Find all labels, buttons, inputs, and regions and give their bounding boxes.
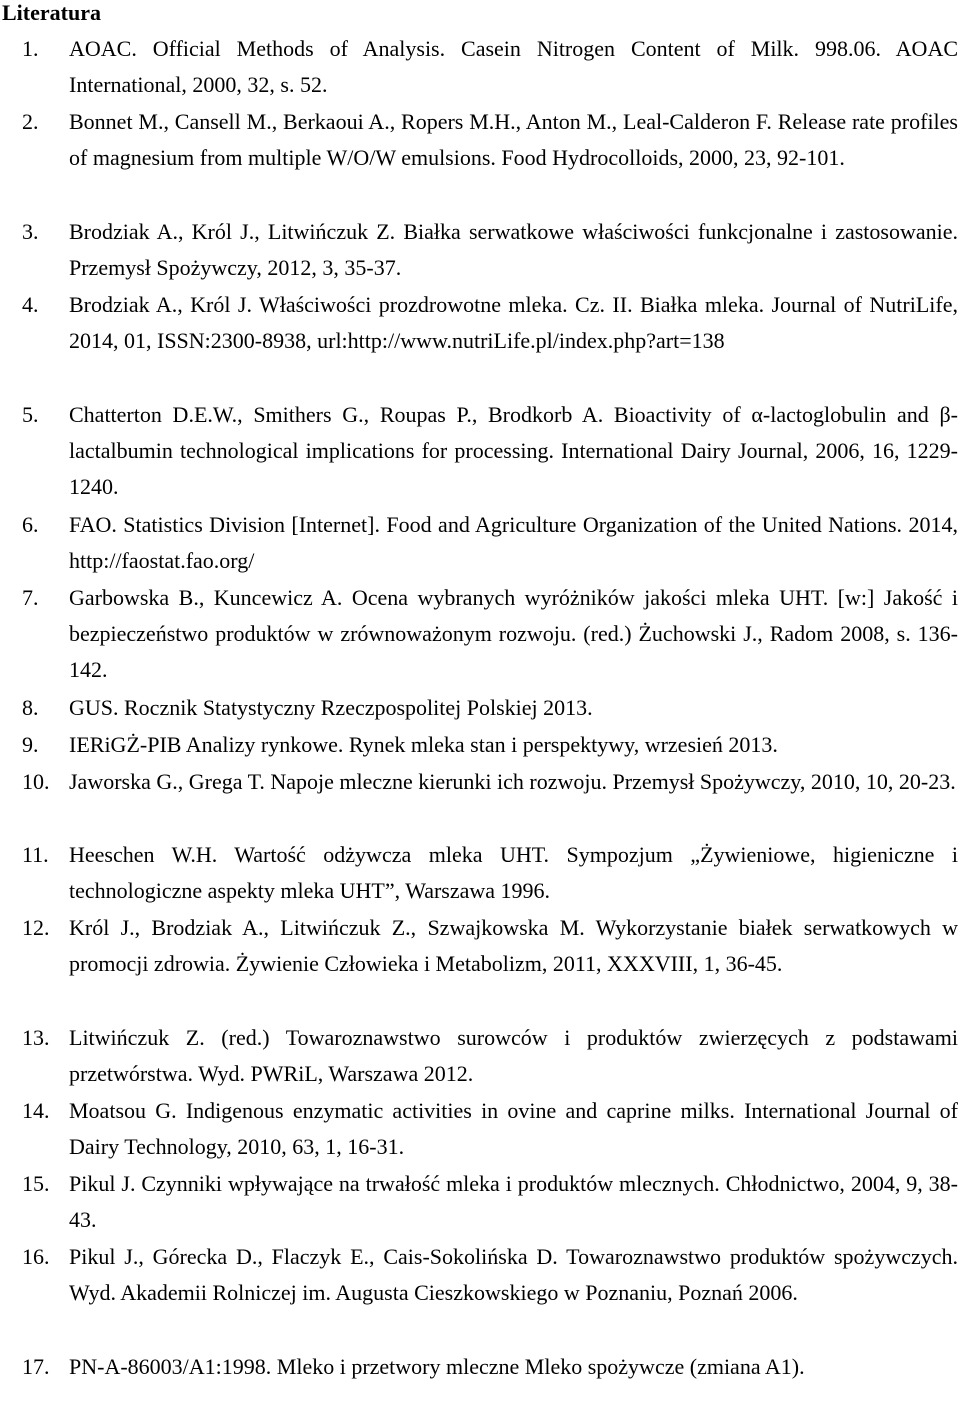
reference-text: Brodziak A., Król J., Litwińczuk Z. Białka serwatkowe właściwości funkcjonalne i zastosowanie. Przemysł Spożywczy, 2012, 3, 35-37. [69,219,958,281]
reference-text: Bonnet M., Cansell M., Berkaoui A., Ropers M.H., Anton M., Leal-Calderon F. Release rate profiles of magnesium from multiple W/O/W emulsions. Food Hydrocolloids, 2000, 23, 92-101. [69,109,958,171]
reference-number: 8. [22,695,39,720]
reference-text: GUS. Rocznik Statystyczny Rzeczpospolitej Polskiej 2013. [69,695,593,720]
reference-text: Moatsou G. Indigenous enzymatic activities in ovine and caprine milks. International Journal of Dairy Technology, 2010, 63, 1, 16-31. [69,1098,958,1160]
reference-number: 1. [22,36,39,61]
reference-number: 4. [22,292,39,317]
reference-text: IERiGŻ-PIB Analizy rynkowe. Rynek mleka stan i perspektywy, wrzesień 2013. [69,732,778,757]
reference-text: Pikul J., Górecka D., Flaczyk E., Cais-Sokolińska D. Towaroznawstwo produktów spożywczych. Wyd. Akademii Rolniczej im. Augusta Cieszkowskiego w Poznaniu, Poznań 2006. [69,1244,958,1306]
reference-number: 7. [22,585,39,610]
reference-number: 10. [22,769,50,794]
section-heading: Literatura [2,0,101,25]
reference-number: 13. [22,1025,50,1050]
reference-text: Litwińczuk Z. (red.) Towaroznawstwo surowców i produktów zwierzęcych z podstawami przetwórstwa. Wyd. PWRiL, Warszawa 2012. [69,1025,958,1087]
reference-number: 6. [22,512,39,537]
reference-number: 14. [22,1098,50,1123]
reference-number: 17. [22,1354,50,1379]
reference-number: 9. [22,732,39,757]
reference-text: Heeschen W.H. Wartość odżywcza mleka UHT. Sympozjum „Żywieniowe, higieniczne i technologiczne aspekty mleka UHT”, Warszawa 1996. [69,842,958,904]
reference-text: Jaworska G., Grega T. Napoje mleczne kierunki ich rozwoju. Przemysł Spożywczy, 2010, 10, 20-23. [69,769,956,794]
reference-text: Pikul J. Czynniki wpływające na trwałość mleka i produktów mlecznych. Chłodnictwo, 2004, 9, 38-43. [69,1171,958,1233]
reference-text: PN-A-86003/A1:1998. Mleko i przetwory mleczne Mleko spożywcze (zmiana A1). [69,1354,805,1379]
reference-text: Chatterton D.E.W., Smithers G., Roupas P., Brodkorb A. Bioactivity of α-lactoglobulin and β-lactalbumin technological implications for processing. International Dairy Journal, 2006, 16, 1229-1240. [69,402,958,500]
reference-number: 3. [22,219,39,244]
reference-number: 12. [22,915,50,940]
reference-number: 15. [22,1171,50,1196]
reference-text: AOAC. Official Methods of Analysis. Casein Nitrogen Content of Milk. 998.06. AOAC International, 2000, 32, s. 52. [69,36,958,98]
reference-text: Brodziak A., Król J. Właściwości prozdrowotne mleka. Cz. II. Białka mleka. Journal of NutriLife, 2014, 01, ISSN:2300-8938, url:http://www.nutriLife.pl/index.php?art=138 [69,292,958,354]
reference-text: Król J., Brodziak A., Litwińczuk Z., Szwajkowska M. Wykorzystanie białek serwatkowych w promocji zdrowia. Żywienie Człowieka i Metabolizm, 2011, XXXVIII, 1, 36-45. [69,915,958,977]
reference-number: 11. [22,842,49,867]
reference-text: FAO. Statistics Division [Internet]. Food and Agriculture Organization of the United Nations. 2014, http://faostat.fao.org/ [69,512,958,574]
reference-number: 5. [22,402,39,427]
reference-number: 2. [22,109,39,134]
reference-number: 16. [22,1244,50,1269]
reference-text: Garbowska B., Kuncewicz A. Ocena wybranych wyróżników jakości mleka UHT. [w:] Jakość i bezpieczeństwo produktów w zrównoważonym rozwoju. (red.) Żuchowski J., Radom 2008, s. 136-142. [69,585,958,683]
